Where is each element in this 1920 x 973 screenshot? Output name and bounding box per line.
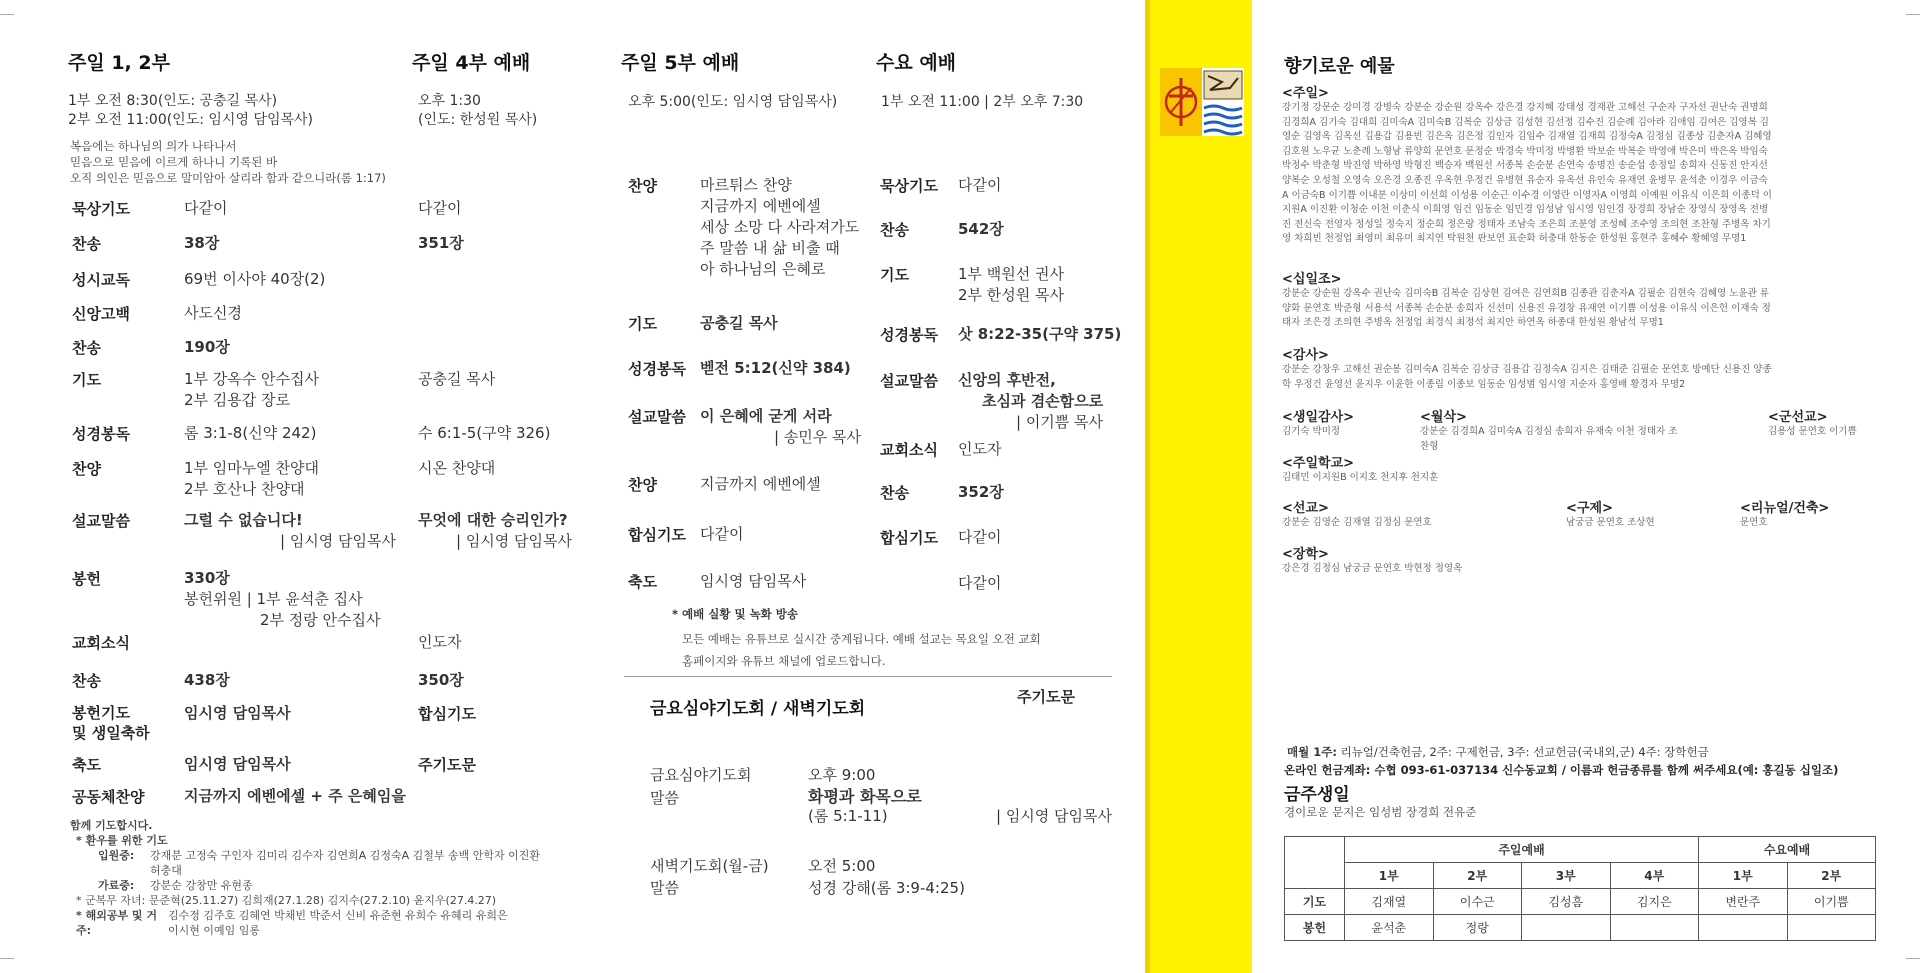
online-account: 온라인 헌금계좌: 수협 093-61-037134 신수동교회 / 이름과 헌금종류를 함께 써주세요(예: 홍길동 십일조) bbox=[1284, 763, 1839, 777]
column-header: 2부 bbox=[1433, 863, 1522, 889]
order-value: 38장 bbox=[184, 234, 220, 252]
order-line: 2부 김용갑 장로 bbox=[184, 391, 291, 409]
inpatient-names bbox=[150, 848, 540, 878]
order-value: 351장 bbox=[418, 234, 464, 252]
group-title: <월삭> bbox=[1420, 410, 1467, 425]
order-value: 190장 bbox=[184, 338, 230, 356]
order-value: 지금까지 에벤에셀 + 주 은혜임을 bbox=[184, 787, 406, 805]
offering-group-tithe bbox=[1282, 268, 1772, 331]
order-label: 성경봉독 bbox=[628, 360, 686, 378]
friday-dawn-title: 금요심야기도회 / 새벽기도회 bbox=[650, 699, 866, 719]
order-value: 다같이 bbox=[418, 199, 462, 217]
order-value: 롬 3:1-8(신약 242) bbox=[184, 424, 317, 442]
sermon-title: 이 은혜에 굳게 서라 bbox=[700, 407, 832, 425]
patients-title: * 환우를 위한 기도 bbox=[76, 834, 168, 847]
order-line: 1부 강옥수 안수집사 bbox=[184, 370, 320, 388]
inpatient-row bbox=[70, 848, 580, 878]
time-line: 오후 1:30 bbox=[418, 93, 481, 109]
group-title: <생일감사> bbox=[1282, 410, 1355, 425]
table-corner bbox=[1285, 837, 1345, 889]
row-label: 기도 bbox=[1285, 889, 1345, 915]
order-value bbox=[184, 458, 319, 500]
offering-group-military bbox=[1768, 406, 1898, 440]
group-title: <선교> bbox=[1282, 501, 1329, 516]
table-cell: 변란주 bbox=[1699, 889, 1788, 915]
table-cell: 정랑 bbox=[1433, 915, 1522, 941]
order-value: 542장 bbox=[958, 220, 1004, 238]
group-title: <리뉴얼/건축> bbox=[1740, 501, 1830, 516]
order-label: 성경봉독 bbox=[72, 425, 130, 443]
order-value: 다같이 bbox=[184, 199, 228, 217]
order-value: 벧전 5:12(신약 384) bbox=[700, 359, 851, 377]
column-header: 4부 bbox=[1610, 863, 1699, 889]
abroad-names bbox=[168, 908, 508, 938]
order-value: 다같이 bbox=[700, 525, 744, 543]
table-cell bbox=[1787, 915, 1876, 941]
sunday-5-title: 주일 5부 예배 bbox=[621, 52, 740, 74]
group-title: <장학> bbox=[1282, 547, 1329, 562]
wednesday-header: 수요예배 bbox=[1699, 837, 1876, 863]
table-cell: 김성흠 bbox=[1522, 889, 1611, 915]
order-value: 임시영 담임목사 bbox=[184, 755, 291, 773]
birthday-names: 경이로운 문지은 임성범 장경희 전유준 bbox=[1284, 805, 1477, 819]
order-label: 봉헌 bbox=[72, 570, 101, 588]
order-line: 1부 백원선 권사 bbox=[958, 265, 1065, 283]
offering-group-renewal bbox=[1740, 497, 1870, 531]
sunday-5-time: 오후 5:00(인도: 임시영 담임목사) bbox=[628, 94, 838, 110]
order-value bbox=[184, 568, 381, 631]
order-line: 2부 정랑 안수집사 bbox=[260, 611, 381, 629]
order-label: 찬양 bbox=[628, 177, 657, 195]
broadcast-notice bbox=[682, 628, 1041, 672]
sermon-title: 그럴 수 없습니다! bbox=[184, 511, 303, 529]
order-value: 352장 bbox=[958, 483, 1004, 501]
group-names: 강분순 김경희A 김미숙A 김정심 송희자 유재숙 이천 정태자 조찬형 bbox=[1420, 426, 1678, 452]
order-label: 합심기도 bbox=[628, 526, 686, 544]
order-value: 다같이 bbox=[958, 574, 1002, 592]
order-label: 기도 bbox=[72, 371, 101, 389]
table-row bbox=[1285, 863, 1876, 889]
divider bbox=[624, 676, 1112, 677]
order-value bbox=[700, 406, 861, 448]
dawn-word: 성경 강해(롬 3:9-4:25) bbox=[808, 879, 965, 897]
order-value: 주기도문 bbox=[418, 756, 476, 774]
offering-group-thanks bbox=[1282, 344, 1772, 392]
order-label: 기도 bbox=[880, 266, 909, 284]
order-label: 설교말씀 bbox=[628, 408, 686, 426]
group-names: 강기정 강문순 강미경 강병숙 강분순 강순원 강옥수 강은경 강지혜 강태성 경재관 고해선 구순자 구자선 권난숙 권명희 김경희A 김기숙 김대희 김미숙A 김미숙B 김복순 김상금 김성현 김선정 김수진 김순례 김아라 김애임 김여은 김영복 김영순 김영옥 김옥선 김용갑 김용빈 김은옥 김은정 김인자 김임수 김재열 김재희 김정숙A 김정심 김종상 김춘자A 김혜영 김호원 노우균 노춘례 노형남 류양희 문연호 문정순 박경숙 박미정 박병환 박보순 박복순 박영애 박은미 박은옥 박임숙 박정수 박춘형 박진영 박하영 박형진 백승자 백원선 서종복 손순분 손연숙 송명진 송순섭 송정일 송희자 신동진 안지선 양복순 오성철 오영숙 오은경 오종진 우옥현 우정건 유병현 유순자 유옥선 유인숙 유재연 윤병무 윤석춘 이경우 이금숙A 이금숙B 이기쁨 이내분 이상미 이선희 이성용 이순근 이수경 이영란 이영자A 이영희 이예원 이유식 이은희 이종덕 이지원A 이진환 이청순 이천 이춘식 이희영 임건 임동순 임민경 임성남 임시영 임인경 장경희 장남순 장영식 장영옥 전병진 전신숙 전영자 정성일 정숙지 정순희 정은랑 정태자 조남숙 조은희 조분영 조성혜 조수영 조의현 조찬형 주병옥 차기영 차희빈 천정업 최영미 최유미 최지연 탁원천 판보연 표순화 허충대 한동순 한성원 홍현주 홍혜수 황혜영 무명1 bbox=[1282, 102, 1772, 245]
order-value: 공충길 목사 bbox=[418, 370, 496, 388]
names-line: 이시현 이예임 임롱 bbox=[168, 924, 261, 937]
prayer-title: 함께 기도합시다. bbox=[70, 819, 153, 832]
home-names: 강분순 강창만 유현종 bbox=[150, 879, 253, 892]
table-cell: 윤석춘 bbox=[1345, 915, 1434, 941]
offering-group-sunday bbox=[1282, 82, 1772, 247]
order-label: 설교말씀 bbox=[880, 372, 938, 390]
offering-group-birthday-thanks bbox=[1282, 406, 1412, 440]
table-cell bbox=[1522, 915, 1611, 941]
order-value: 임시영 담임목사 bbox=[184, 704, 291, 722]
offering-group-mission bbox=[1282, 497, 1542, 531]
birthday-title: 금주생일 bbox=[1284, 785, 1350, 805]
offering-group-relief bbox=[1566, 497, 1726, 531]
order-label: 교회소식 bbox=[880, 441, 938, 459]
group-title: <십일조> bbox=[1282, 272, 1342, 287]
crop-mark bbox=[1906, 14, 1920, 15]
column-header: 1부 bbox=[1345, 863, 1434, 889]
verse-line: 믿음으로 믿음에 이르게 하나니 기록된 바 bbox=[70, 155, 278, 169]
theme-verse bbox=[70, 138, 386, 186]
broadcast-title: * 예배 실황 및 녹화 방송 bbox=[672, 607, 799, 621]
table-cell: 이수근 bbox=[1433, 889, 1522, 915]
time-line: 1부 오전 8:30(인도: 공충길 목사) bbox=[68, 93, 278, 109]
column-header: 1부 bbox=[1699, 863, 1788, 889]
wednesday-title: 수요 예배 bbox=[876, 52, 957, 74]
group-names: 남궁금 문연호 조상현 bbox=[1566, 517, 1655, 528]
dawn-time: 오전 5:00 bbox=[808, 857, 876, 875]
friday-word-label: 말씀 bbox=[650, 789, 679, 807]
notice-line: 모든 예배는 유튜브로 실시간 중계됩니다. 예배 설교는 목요일 오전 교회 bbox=[682, 632, 1041, 646]
order-label: 성시교독 bbox=[72, 271, 130, 289]
group-names: 김용성 문연호 이기쁨 bbox=[1768, 426, 1857, 437]
order-value: 438장 bbox=[184, 671, 230, 689]
order-label: 성경봉독 bbox=[880, 326, 938, 344]
table-cell: 김재열 bbox=[1345, 889, 1434, 915]
order-value bbox=[184, 510, 396, 552]
order-label: 찬송 bbox=[880, 484, 909, 502]
table-cell bbox=[1699, 915, 1788, 941]
sermon-speaker: | 임시영 담임목사 bbox=[280, 532, 397, 550]
table-cell: 이기쁨 bbox=[1787, 889, 1876, 915]
order-label: 묵상기도 bbox=[72, 200, 130, 218]
table-cell bbox=[1610, 915, 1699, 941]
group-title: <군선교> bbox=[1768, 410, 1828, 425]
order-label: 봉헌기도 및 생일축하 bbox=[72, 704, 150, 742]
order-value: 공충길 목사 bbox=[700, 314, 778, 332]
order-value: 다같이 bbox=[958, 176, 1002, 194]
wednesday-time: 1부 오전 11:00 | 2부 오후 7:30 bbox=[881, 94, 1084, 110]
order-value bbox=[958, 370, 1103, 433]
church-logo-icon bbox=[1160, 68, 1244, 136]
order-label: 설교말씀 bbox=[72, 512, 130, 530]
group-names: 강분순 김영순 김재열 김정심 문연호 bbox=[1282, 517, 1432, 528]
order-value: 시온 찬양대 bbox=[418, 459, 496, 477]
dawn-label: 새벽기도회(월-금) bbox=[650, 857, 769, 875]
order-label: 묵상기도 bbox=[880, 177, 938, 195]
time-line: 2부 오전 11:00(인도: 임시영 담임목사) bbox=[68, 112, 313, 128]
group-names: 김기숙 박미정 bbox=[1282, 426, 1341, 437]
time-line: (인도: 한성원 목사) bbox=[418, 112, 538, 128]
group-names: 강은경 김정심 남궁금 문연호 박현정 정영옥 bbox=[1282, 563, 1463, 574]
order-label: 찬송 bbox=[72, 235, 101, 253]
order-value: 합심기도 bbox=[418, 705, 476, 723]
group-names: 강분순 강순원 강옥수 권난숙 김미숙B 김복순 김상현 김여은 김연희B 김종관 김춘자A 김필순 김현숙 김혜영 노윤관 류양화 문연호 박준형 서용석 서종복 손순분 송희자 신선미 신용진 유경창 유재연 이기쁨 이성용 이유식 이은헌 이재숙 정태자 조은경 조의현 주병옥 천정업 최경식 최정석 최지안 하연옥 하종대 한성원 황남석 무명1 bbox=[1282, 288, 1771, 329]
order-line: 1부 임마누엘 찬양대 bbox=[184, 459, 320, 477]
crop-mark bbox=[1906, 958, 1920, 959]
group-names: 강분순 강창우 고해선 권순봉 김미숙A 김복순 김상금 김용갑 김정숙A 김지은 김태준 김필순 문연호 방예단 신용진 양종학 우정건 윤영선 윤지우 이윤한 이종림 이종보 임동순 임성범 임시영 지순자 홍영배 황경자 무명2 bbox=[1282, 364, 1772, 390]
sunday-header: 주일예배 bbox=[1345, 837, 1699, 863]
table-row bbox=[1285, 889, 1876, 915]
order-label: 찬송 bbox=[72, 672, 101, 690]
table-row bbox=[1285, 915, 1876, 941]
home-row bbox=[70, 878, 580, 893]
offering-group-new-moon bbox=[1420, 406, 1680, 454]
sermon-title: 초심과 겸손함으로 bbox=[982, 392, 1104, 410]
names-line: 강재분 고정숙 구인자 김미리 김수자 김연희A 김정숙A 김철부 송백 안학자 이진환 bbox=[150, 849, 541, 862]
order-value: 삿 8:22-35(구약 375) bbox=[958, 325, 1122, 343]
offerings-title: 향기로운 예물 bbox=[1284, 56, 1395, 77]
friday-reference: (롬 5:1-11) bbox=[808, 807, 888, 825]
order-value: 인도자 bbox=[418, 633, 462, 651]
order-value: 350장 bbox=[418, 671, 464, 689]
order-label: 교회소식 bbox=[72, 634, 130, 652]
table-cell: 김지은 bbox=[1610, 889, 1699, 915]
sermon-speaker: | 이기쁨 목사 bbox=[1016, 413, 1104, 431]
column-header: 3부 bbox=[1522, 863, 1611, 889]
order-label: 신앙고백 bbox=[72, 305, 130, 323]
duty-roster-table bbox=[1284, 836, 1876, 941]
order-value: 다같이 bbox=[958, 528, 1002, 546]
order-label: 합심기도 bbox=[880, 529, 938, 547]
order-label: 축도 bbox=[628, 573, 657, 591]
home-label: 가료중: bbox=[98, 879, 135, 892]
abroad-row bbox=[70, 908, 580, 938]
order-value bbox=[958, 264, 1064, 306]
friday-label: 금요심야기도회 bbox=[650, 766, 752, 784]
yellow-band bbox=[1150, 0, 1252, 973]
military-line: * 군복무 자녀: 문준혁(25.11.27) 김희재(27.1.28) 김지수(27.2.10) 윤지우(27.4.27) bbox=[76, 894, 497, 907]
order-value bbox=[700, 175, 859, 280]
order-line: 2부 한성원 목사 bbox=[958, 286, 1065, 304]
order-line: 마르튀스 찬양 bbox=[700, 176, 792, 194]
sermon-speaker: | 송민우 목사 bbox=[774, 428, 862, 446]
offering-group-sunday-school bbox=[1282, 452, 1582, 486]
order-value: 수 6:1-5(구약 326) bbox=[418, 424, 551, 442]
crop-mark bbox=[0, 14, 14, 15]
order-line: 세상 소망 다 사라져가도 bbox=[700, 218, 860, 236]
group-title: <주일학교> bbox=[1282, 456, 1355, 471]
names-line: 김수정 김주호 김혜연 박채빈 박준서 신비 유준현 유희수 유혜리 유희은 bbox=[168, 909, 508, 922]
order-line: 아 하나님의 은혜로 bbox=[700, 260, 826, 278]
row-label: 봉헌 bbox=[1285, 915, 1345, 941]
friday-word: 화평과 화목으로 bbox=[808, 787, 922, 806]
group-names: 문연호 bbox=[1740, 517, 1768, 528]
group-title: <구제> bbox=[1566, 501, 1613, 516]
order-value: 지금까지 에벤에셀 bbox=[700, 475, 821, 493]
order-value: 69번 이사야 40장(2) bbox=[184, 270, 326, 288]
order-line: 2부 호산나 찬양대 bbox=[184, 480, 305, 498]
order-line: 봉헌위원 | 1부 윤석춘 집사 bbox=[184, 590, 363, 608]
order-label: 기도 bbox=[628, 315, 657, 333]
group-title: <주일> bbox=[1282, 86, 1329, 101]
order-value bbox=[184, 369, 319, 411]
order-label: 찬양 bbox=[628, 476, 657, 494]
abroad-label: * 해외공부 및 거주: bbox=[76, 909, 157, 937]
names-line: 허충대 bbox=[150, 864, 182, 877]
order-value: 인도자 bbox=[958, 440, 1002, 458]
order-value: 임시영 담임목사 bbox=[700, 572, 807, 590]
order-value: 사도신경 bbox=[184, 304, 242, 322]
sermon-speaker: | 임시영 담임목사 bbox=[456, 532, 573, 550]
offering-group-scholarship bbox=[1282, 543, 1602, 577]
sunday-4-time bbox=[418, 92, 537, 130]
verse-line: 오직 의인은 믿음으로 말미암아 살리라 함과 같으니라(롬 1:17) bbox=[70, 171, 386, 185]
sunday-12-times bbox=[68, 92, 313, 130]
inpatient-label: 입원중: bbox=[98, 849, 135, 862]
order-label: 축도 bbox=[72, 756, 101, 774]
order-line: 330장 bbox=[184, 569, 230, 587]
friday-time: 오후 9:00 bbox=[808, 766, 876, 784]
order-line: 지금까지 에벤에셀 bbox=[700, 197, 821, 215]
notice-line: 홈페이지와 유튜브 채널에 업로드합니다. bbox=[682, 654, 886, 668]
order-label: 찬송 bbox=[72, 339, 101, 357]
order-line: 주 말씀 내 삶 비출 때 bbox=[700, 239, 840, 257]
monthly-label: 매월 1주: bbox=[1287, 745, 1337, 759]
monthly-text: 리뉴얼/건축헌금, 2주: 구제헌금, 3주: 선교헌금(국내외,군) 4주: 장학헌금 bbox=[1340, 745, 1709, 759]
order-label: 찬송 bbox=[880, 221, 909, 239]
order-label: 찬양 bbox=[72, 460, 101, 478]
column-header: 2부 bbox=[1787, 863, 1876, 889]
sunday-12-title: 주일 1, 2부 bbox=[68, 52, 170, 74]
lords-prayer-label: 주기도문 bbox=[1017, 688, 1075, 706]
order-label: 공동체찬양 bbox=[72, 788, 145, 806]
group-names: 김태민 이지원B 이지호 천지후 천지훈 bbox=[1282, 472, 1439, 483]
sunday-4-title: 주일 4부 예배 bbox=[412, 52, 531, 74]
dawn-word-label: 말씀 bbox=[650, 879, 679, 897]
crop-mark bbox=[0, 958, 14, 959]
verse-line: 복음에는 하나님의 의가 나타나서 bbox=[70, 139, 237, 153]
monthly-offering-note bbox=[1287, 744, 1709, 760]
prayer-section bbox=[70, 818, 580, 938]
group-title: <감사> bbox=[1282, 348, 1329, 363]
table-row bbox=[1285, 837, 1876, 863]
sermon-title: 무엇에 대한 승리인가? bbox=[418, 511, 568, 529]
friday-speaker: | 임시영 담임목사 bbox=[996, 807, 1113, 825]
sermon-title: 신앙의 후반전, bbox=[958, 371, 1056, 389]
